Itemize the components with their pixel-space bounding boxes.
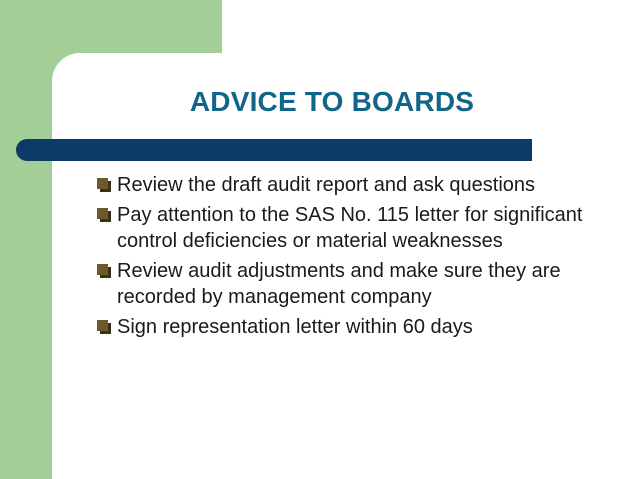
slide-title: ADVICE TO BOARDS bbox=[189, 86, 475, 117]
bullet-text: Review audit adjustments and make sure they are recorded by management company bbox=[117, 260, 561, 308]
bullet-item bbox=[97, 172, 597, 198]
bullet-item bbox=[97, 202, 597, 254]
bullet-text: Pay attention to the SAS No. 115 letter for significant control deficiencies or material weaknesses bbox=[117, 204, 583, 252]
square-bullet-icon bbox=[97, 178, 111, 192]
bullet-item bbox=[97, 314, 597, 340]
square-bullet-icon bbox=[97, 208, 111, 222]
title-underline-bar bbox=[16, 139, 532, 161]
bullet-item bbox=[97, 258, 597, 310]
square-bullet-icon bbox=[97, 264, 111, 278]
bullet-text: Review the draft audit report and ask questions bbox=[117, 174, 536, 196]
square-bullet-icon bbox=[97, 320, 111, 334]
bullet-text: Sign representation letter within 60 days bbox=[117, 316, 473, 338]
bullet-list bbox=[97, 172, 597, 344]
